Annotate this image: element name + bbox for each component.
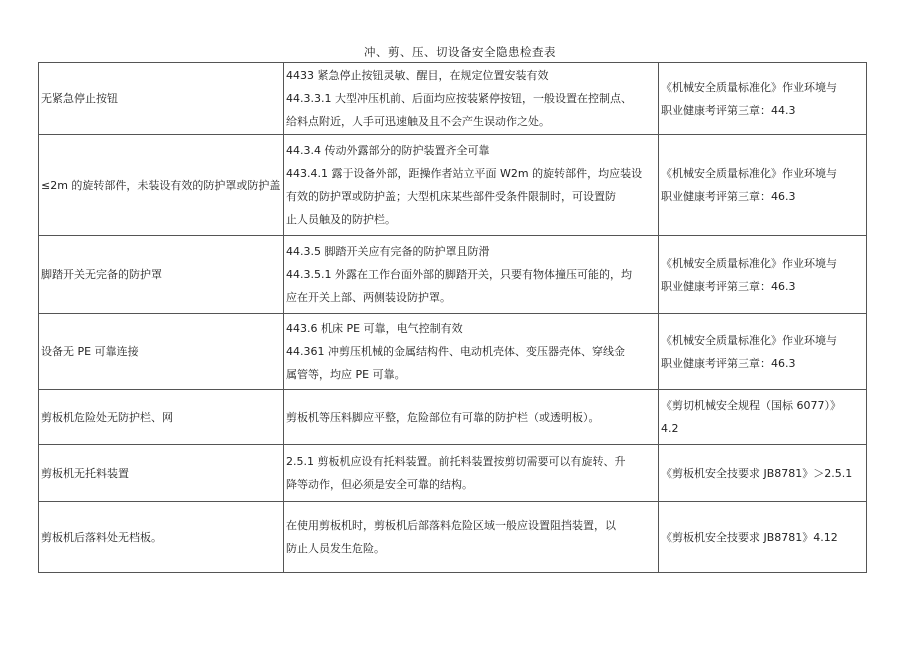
basis-line: 职业健康考评第三章：46.3 — [661, 356, 796, 370]
requirement-line: 44.3.3.1 大型冲压机前、后面均应按装紧停按钮，一般设置在控制点、 — [286, 92, 632, 105]
table-row — [39, 135, 867, 236]
basis-cell — [659, 63, 867, 135]
basis-line: 《剪板机安全技要求 JB8781》4.12 — [661, 530, 838, 544]
table-row — [39, 390, 867, 445]
requirement-line: 44.3.5 脚踏开关应有完备的防护罩且防滑 — [286, 245, 490, 258]
hazard-cell: 剪板机危险处无防护栏、网 — [39, 390, 284, 445]
requirement-line: 防止人员发生危险。 — [286, 542, 385, 555]
table-row — [39, 502, 867, 573]
basis-cell — [659, 314, 867, 390]
basis-line: 《机械安全质量标准化》作业环境与 — [661, 333, 837, 347]
hazard-cell: ≤2m 的旋转部件，未装设有效的防护罩或防护盖 — [39, 135, 284, 236]
basis-line: 《剪板机安全技要求 JB8781》＞2.5.1 — [661, 466, 853, 480]
requirement-line: 止人员触及的防护栏。 — [286, 213, 396, 226]
hazard-cell: 剪板机后落料处无档板。 — [39, 502, 284, 573]
hazard-cell: 脚踏开关无完备的防护罩 — [39, 236, 284, 314]
page-title: 冲、剪、压、切设备安全隐患检查表 — [364, 45, 556, 59]
requirement-cell — [284, 236, 659, 314]
requirement-line: 443.6 机床 PE 可靠，电气控制有效 — [286, 322, 463, 335]
basis-line: 职业健康考评第三章：46.3 — [661, 279, 796, 293]
requirement-line: 属管等，均应 PE 可靠。 — [286, 368, 406, 381]
requirement-line: 44.3.5.1 外露在工作台面外部的脚踏开关，只要有物体撞压可能的，均 — [286, 268, 632, 281]
basis-line: 《剪切机械安全规程（国标 6077）》 — [661, 399, 841, 412]
requirement-line: 降等动作，但必须是安全可靠的结构。 — [286, 478, 473, 491]
basis-cell — [659, 390, 867, 445]
basis-line: 《机械安全质量标准化》作业环境与 — [661, 167, 837, 180]
basis-line: 《机械安全质量标准化》作业环境与 — [661, 80, 837, 94]
inspection-table — [38, 62, 867, 573]
basis-line: 职业健康考评第三章：44.3 — [661, 103, 796, 117]
requirement-cell — [284, 390, 659, 445]
requirement-line: 在使用剪板机时，剪板机后部落料危险区域一般应设置阻挡装置，以 — [286, 519, 616, 532]
table-row — [39, 445, 867, 502]
requirement-line: 44.361 冲剪压机械的金属结构件、电动机壳体、变压器壳体、穿线金 — [286, 345, 625, 358]
basis-cell — [659, 236, 867, 314]
requirement-cell — [284, 314, 659, 390]
hazard-cell: 剪板机无托料装置 — [39, 445, 284, 502]
requirement-line: 4433 紧急停止按钮灵敏、醒目，在规定位置安装有效 — [286, 69, 549, 82]
requirement-cell — [284, 135, 659, 236]
basis-line: 职业健康考评第三章：46.3 — [661, 190, 796, 203]
basis-cell — [659, 135, 867, 236]
requirement-line: 给料点附近，人手可迅速触及且不会产生误动作之处。 — [286, 115, 550, 128]
requirement-line: 44.3.4 传动外露部分的防护装置齐全可靠 — [286, 144, 490, 157]
hazard-cell: 无紧急停止按钮 — [39, 63, 284, 135]
requirement-cell — [284, 63, 659, 135]
requirement-line: 应在开关上部、两侧装设防护罩。 — [286, 291, 451, 304]
requirement-line: 有效的防护罩或防护盖；大型机床某些部件受条件限制时，可设置防 — [286, 190, 616, 203]
requirement-line: 2.5.1 剪板机应设有托料装置。前托料装置按剪切需要可以有旋转、升 — [286, 455, 626, 468]
basis-cell — [659, 502, 867, 573]
basis-line: 4.2 — [661, 422, 679, 435]
basis-cell — [659, 445, 867, 502]
hazard-cell: 设备无 PE 可靠连接 — [39, 314, 284, 390]
table-row — [39, 314, 867, 390]
table-row — [39, 63, 867, 135]
requirement-cell — [284, 502, 659, 573]
requirement-line: 443.4.1 露于设备外部，距操作者站立平面 W2m 的旋转部件，均应装设 — [286, 167, 643, 180]
requirement-cell — [284, 445, 659, 502]
requirement-line: 剪板机等压料脚应平整，危险部位有可靠的防护栏（或透明板）。 — [286, 410, 600, 424]
basis-line: 《机械安全质量标准化》作业环境与 — [661, 256, 837, 270]
table-row — [39, 236, 867, 314]
